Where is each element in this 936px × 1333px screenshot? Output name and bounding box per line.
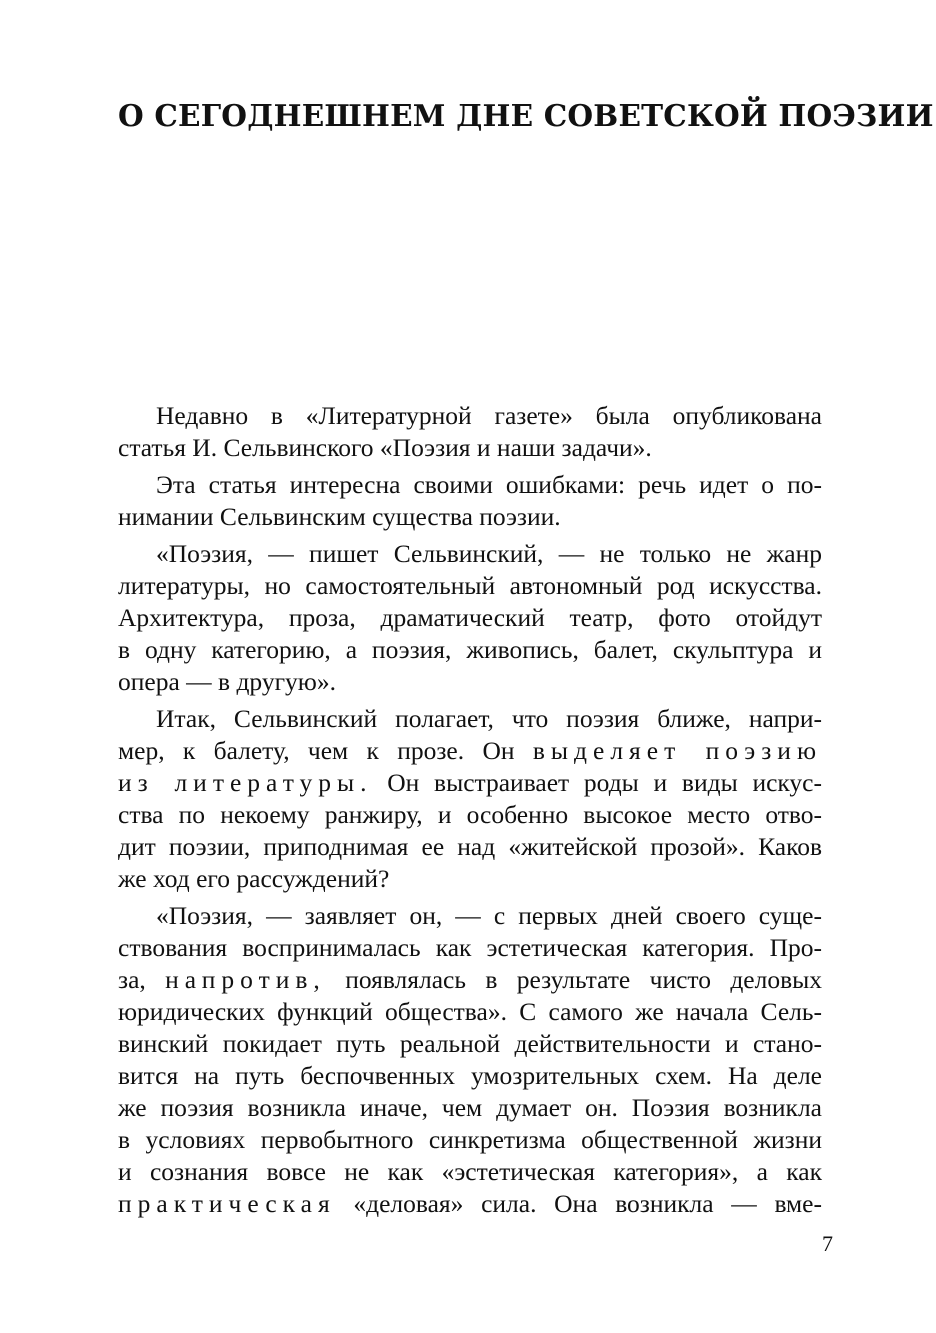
body-text (118, 400, 822, 1220)
text-line: в одну категорию, а поэзия, живопись, балет, скульптура и (118, 635, 822, 664)
text-line: в условиях первобытного синкретизма общественной жизни (118, 1125, 822, 1154)
text-line: опера — в другую». (118, 667, 336, 696)
spaced-emphasis: напротив, (165, 965, 326, 994)
text-line: же поэзия возникла иначе, чем думает он. Поэзия возникла (118, 1093, 822, 1122)
text-line: «Поэзия, — пишет Сельвинский, — не только не жанр (156, 539, 822, 568)
text-line: ства по некоему ранжиру, и особенно высокое место отво- (118, 800, 822, 829)
text-line: нимании Сельвинским существа поэзии. (118, 502, 561, 531)
text-line: мер, к балету, чем к прозе. Он выделяет поэзию (118, 736, 822, 765)
text-line: Итак, Сельвинский полагает, что поэзия ближе, напри- (156, 704, 822, 733)
spaced-emphasis: из литературы. (118, 768, 373, 797)
spaced-emphasis: выделяет поэзию (532, 736, 822, 765)
page-number: 7 (822, 1231, 833, 1256)
chapter-title: О СЕГОДНЕШНЕМ ДНЕ СОВЕТСКОЙ ПОЭЗИИ (118, 98, 934, 133)
text-line: практическая «деловая» сила. Она возникла — вме- (118, 1189, 822, 1218)
text-line: за, напротив, появлялась в результате чисто деловых (118, 965, 823, 994)
text-line: дит поэзии, приподнимая ее над «житейской прозой». Каков (118, 832, 822, 861)
text-line: Архитектура, проза, драматический театр, фото отойдут (118, 603, 822, 632)
spaced-emphasis: практическая (118, 1189, 336, 1218)
text-line: винский покидает путь реальной действительности и стано- (118, 1029, 822, 1058)
text-line: вится на путь беспочвенных умозрительных схем. На деле (118, 1061, 822, 1090)
text-line: «Поэзия, — заявляет он, — с первых дней своего суще- (156, 901, 822, 930)
text-line: литературы, но самостоятельный автономный род искусства. (118, 571, 822, 600)
text-line: Эта статья интересна своими ошибками: речь идет о по- (156, 470, 822, 499)
text-line: ствования воспринималась как эстетическая категория. Про- (118, 933, 822, 962)
text-line: из литературы. Он выстраивает роды и виды искус- (118, 768, 822, 797)
text-line: юридических функций общества». С самого же начала Сель- (118, 997, 822, 1026)
text-line: и сознания вовсе не как «эстетическая категория», а как (118, 1157, 822, 1186)
text-line: же ход его рассуждений? (118, 864, 390, 893)
text-line: Недавно в «Литературной газете» была опубликована (156, 401, 822, 430)
text-line: статья И. Сельвинского «Поэзия и наши задачи». (118, 433, 652, 462)
